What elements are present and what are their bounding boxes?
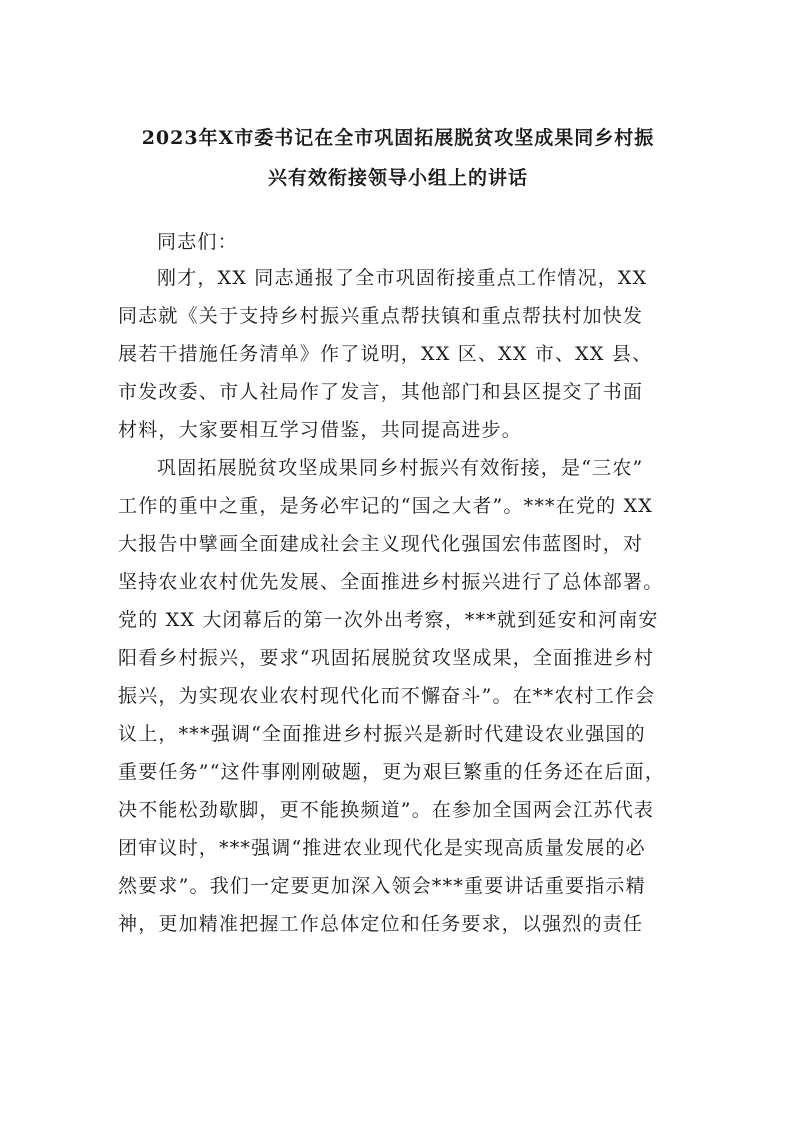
document-title-line-1: 2023年X市委书记在全市巩固拓展脱贫攻坚成果同乡村振 [141, 127, 655, 149]
salutation: 同志们： [157, 231, 238, 253]
paragraph-line: 材料，大家要相互学习借鉴，共同提高进步。 [118, 419, 523, 441]
paragraph-line: 重要任务”“这件事刚刚破题，更为艰巨繁重的任务还在后面， [118, 761, 666, 783]
paragraph-line: 团审议时，***强调“推进农业现代化是实现高质量发展的必 [118, 837, 646, 859]
paragraph-line: 市发改委、市人社局作了发言，其他部门和县区提交了书面 [118, 381, 644, 403]
paragraph-line: 大报告中擘画全面建成社会主义现代化强国宏伟蓝图时，对 [118, 533, 644, 555]
paragraph-line: 工作的重中之重，是务必牢记的“国之大者”。***在党的 XX [118, 495, 654, 517]
paragraph-line: 巩固拓展脱贫攻坚成果同乡村振兴有效衔接，是“三农” [157, 457, 644, 479]
paragraph-line: 展若干措施任务清单》作了说明，XX 区、XX 市、XX 县、 [118, 343, 653, 365]
paragraph-line: 决不能松劲歇脚，更不能换频道”。在参加全国两会江苏代表 [118, 799, 655, 821]
paragraph-line: 阳看乡村振兴，要求“巩固拓展脱贫攻坚成果，全面推进乡村 [118, 647, 655, 669]
paragraph-line: 然要求”。我们一定要更加深入领会***重要讲话重要指示精 [118, 875, 646, 897]
paragraph-line: 党的 XX 大闭幕后的第一次外出考察，***就到延安和河南安 [118, 609, 659, 631]
paragraph-line: 刚才，XX 同志通报了全市巩固衔接重点工作情况，XX [157, 267, 648, 289]
paragraph-line: 坚持农业农村优先发展、全面推进乡村振兴进行了总体部署。 [118, 571, 664, 593]
paragraph-line: 同志就《关于支持乡村振兴重点帮扶镇和重点帮扶村加快发 [118, 305, 644, 327]
paragraph-line: 振兴，为实现农业农村现代化而不懈奋斗”。在**农村工作会 [118, 685, 656, 707]
paragraph-line: 神，更加精准把握工作总体定位和任务要求，以强烈的责任 [118, 913, 644, 935]
document-title-line-2: 兴有效衔接领导小组上的讲话 [267, 167, 528, 189]
paragraph-line: 议上，***强调“全面推进乡村振兴是新时代建设农业强国的 [118, 723, 646, 745]
